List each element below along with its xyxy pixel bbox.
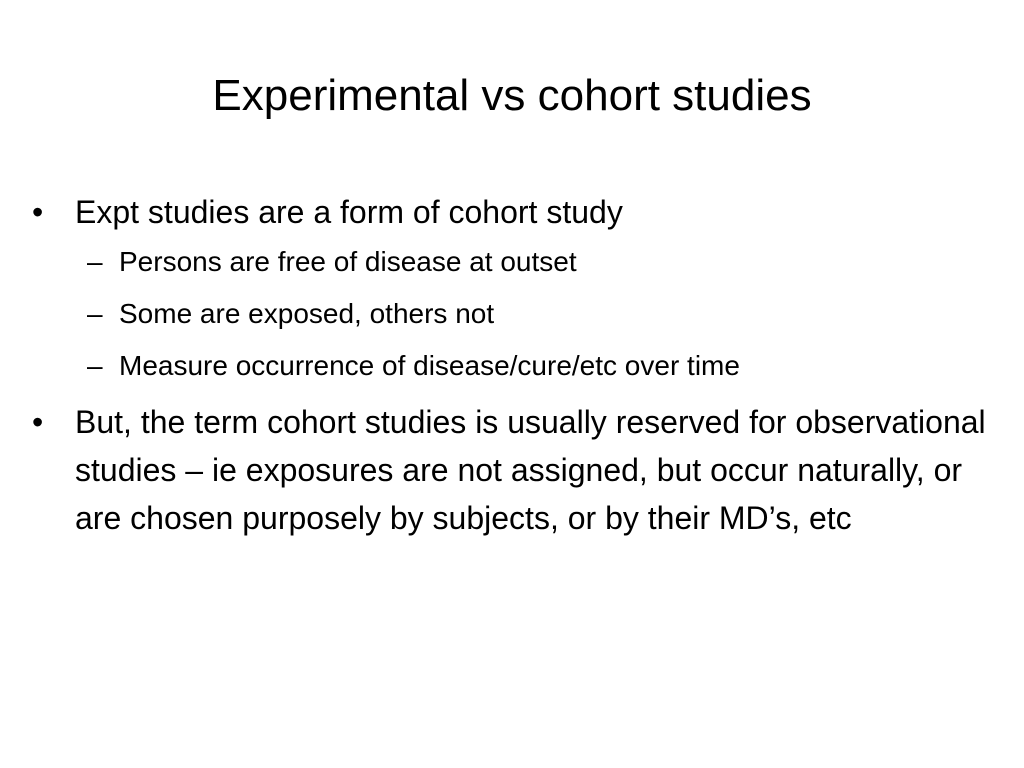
bullet-item bbox=[32, 188, 992, 236]
sub-bullet-item bbox=[32, 236, 992, 288]
bullet-item bbox=[32, 398, 992, 542]
sub-bullet-marker: – bbox=[87, 298, 103, 329]
bullet-text: Expt studies are a form of cohort study bbox=[75, 194, 623, 230]
bullet-marker: • bbox=[32, 404, 44, 440]
sub-bullet-text: Some are exposed, others not bbox=[119, 298, 495, 329]
sub-bullet-item bbox=[32, 340, 992, 392]
bullet-marker: • bbox=[32, 194, 44, 230]
bullet-text: But, the term cohort studies is usually reserved for observational studies – ie exposures are not assigned, but occur naturally, or are chosen purposely by subjects, or by their MD’s, etc bbox=[75, 404, 986, 536]
sub-bullet-marker: – bbox=[87, 350, 103, 381]
sub-bullet-item bbox=[32, 288, 992, 340]
sub-bullet-marker: – bbox=[87, 246, 103, 277]
sub-bullet-text: Measure occurrence of disease/cure/etc over time bbox=[119, 350, 740, 381]
sub-bullet-text: Persons are free of disease at outset bbox=[119, 246, 577, 277]
slide-body bbox=[32, 188, 992, 542]
slide-title: Experimental vs cohort studies bbox=[212, 71, 812, 120]
